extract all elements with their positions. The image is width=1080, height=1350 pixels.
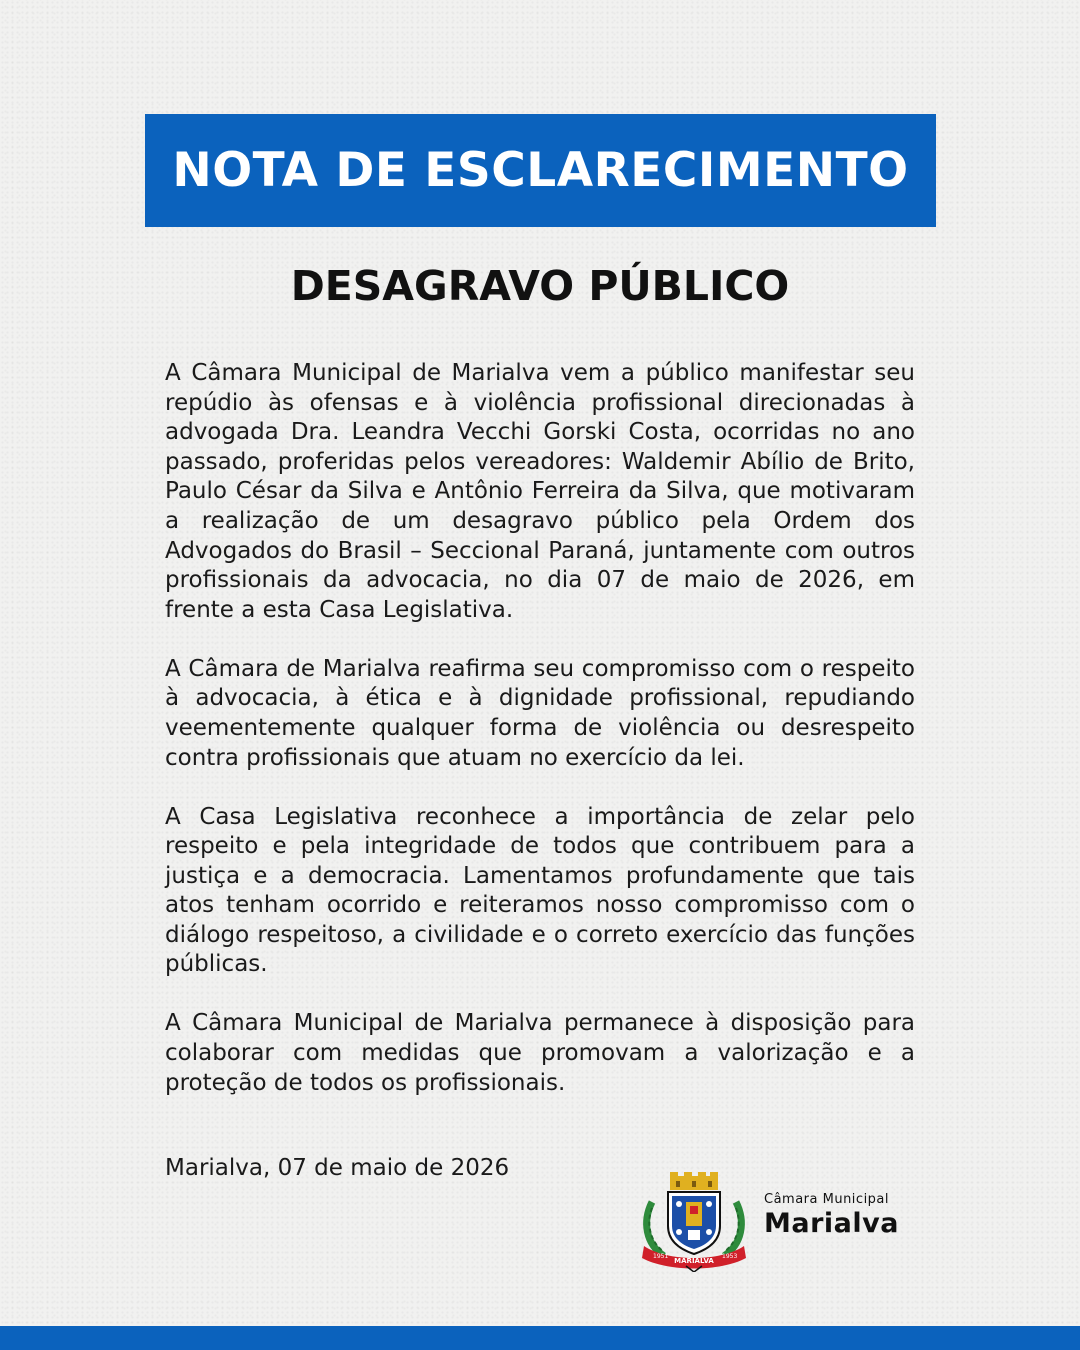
banner-title: NOTA DE ESCLARECIMENTO	[172, 143, 909, 198]
logo-subtitle: Câmara Municipal	[764, 1192, 890, 1207]
ribbon-year-right: 1953	[722, 1253, 738, 1260]
ribbon-year-left: 1951	[653, 1253, 669, 1260]
ribbon-name: MARIALVA	[674, 1257, 714, 1265]
subtitle: DESAGRAVO PÚBLICO	[290, 262, 790, 310]
paragraph-3: A Casa Legislativa reconhece a importância de zelar pelo respeito e pela integridade de todos que contribuem para a justiça e a democracia. Lamentamos profundamente que tais atos tenham ocorrido e reiteramos nosso compromisso com o diálogo respeitoso, a civilidade e o correto exercício das funções públicas.	[165, 803, 915, 978]
paragraph-2: A Câmara de Marialva reafirma seu compromisso com o respeito à advocacia, à ética e à dignidade profissional, repudiando veementemente qualquer forma de violência ou desrespeito contra profissionais que atuam no exercício da lei.	[165, 655, 915, 771]
body-text	[165, 359, 915, 1128]
logo-name: Marialva	[764, 1208, 899, 1239]
paragraph-1: A Câmara Municipal de Marialva vem a público manifestar seu repúdio às ofensas e à violência profissional direcionadas à advogada Dra. Leandra Vecchi Gorski Costa, ocorridas no ano passado, proferidas pelos vereadores: Waldemir Abílio de Brito, Paulo César da Silva e Antônio Ferreira da Silva, que motivaram a realização de um desagravo público pela Ordem dos Advogados do Brasil – Seccional Paraná, juntamente com outros profissionais da advocacia, no dia 07 de maio de 2026, em frente a esta Casa Legislativa.	[165, 360, 915, 623]
paragraph-4: A Câmara Municipal de Marialva permanece à disposição para colaborar com medidas que promovam a valorização e a proteção de todos os profissionais.	[165, 1010, 915, 1096]
coat-of-arms-icon	[638, 1172, 750, 1272]
title-banner	[145, 114, 936, 227]
signoff-date: Marialva, 07 de maio de 2026	[165, 1155, 510, 1181]
chamber-logo	[638, 1172, 918, 1272]
footer-bar	[0, 1326, 1080, 1350]
